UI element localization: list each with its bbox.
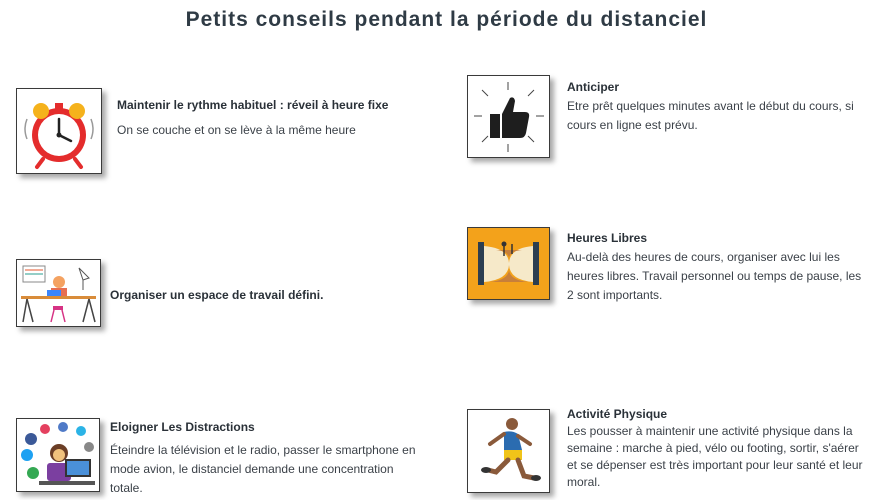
page-title: Petits conseils pendant la période du distanciel bbox=[185, 8, 708, 31]
tip-body: Les pousser à maintenir une activité physique dans la semaine : marche à pied, vélo ou footing, sortir, s'aérer et se dépenser est très important pour leur santé et leur moral. bbox=[567, 424, 863, 489]
tip-heading: Heures Libres bbox=[567, 231, 648, 245]
alarm-clock-icon bbox=[16, 88, 102, 174]
tip-heading: Maintenir le rythme habituel : réveil à heure fixe bbox=[117, 98, 389, 112]
desk-workspace-icon bbox=[16, 259, 101, 327]
thumbs-up-icon bbox=[467, 75, 550, 158]
tip-body: Etre prêt quelques minutes avant le début du cours, si cours en ligne est prévu. bbox=[567, 99, 854, 132]
tip-heading: Activité Physique bbox=[567, 407, 668, 421]
tip-body: Au-delà des heures de cours, organiser avec lui les heures libres. Travail personnel ou temps de pause, les 2 sont importants. bbox=[567, 250, 862, 302]
tip-body: On se couche et on se lève à la même heure bbox=[117, 123, 356, 137]
runner-icon bbox=[467, 409, 550, 493]
tip-body: Éteindre la télévision et le radio, passer le smartphone en mode avion, le distanciel demande une concentration totale. bbox=[110, 443, 416, 495]
tip-heading: Anticiper bbox=[567, 80, 620, 94]
tip-heading: Eloigner Les Distractions bbox=[110, 420, 255, 434]
hourglass-icon bbox=[467, 227, 550, 300]
social-media-distractions-icon bbox=[16, 418, 100, 492]
tip-heading: Organiser un espace de travail défini. bbox=[110, 288, 324, 302]
